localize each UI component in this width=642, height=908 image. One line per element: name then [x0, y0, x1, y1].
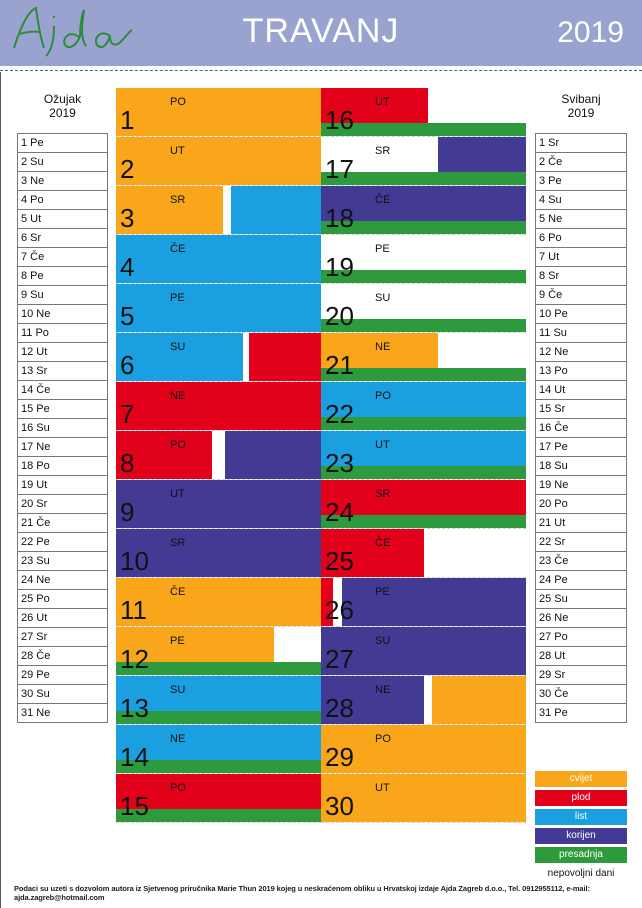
header-divider — [0, 70, 642, 71]
korijen-segment — [116, 480, 321, 528]
day-number: 12 — [120, 644, 149, 674]
prev-month-day-row: 13 Sr — [18, 362, 107, 381]
day-number: 4 — [120, 252, 135, 282]
day-name: NE — [170, 390, 186, 402]
cvijet-segment — [116, 88, 321, 136]
next-month-day-row: 30 Če — [536, 685, 626, 704]
day-number: 7 — [120, 399, 135, 429]
day-name: PO — [170, 439, 186, 451]
day-number: 3 — [120, 203, 135, 233]
day-cell — [321, 627, 526, 676]
next-month-day-row: 31 Pe — [536, 704, 626, 723]
day-name: UT — [170, 145, 185, 157]
prev-month-day-row: 29 Pe — [18, 666, 107, 685]
prev-month-day-row: 6 Sr — [18, 229, 107, 248]
day-name: PO — [375, 733, 391, 745]
day-name: SU — [170, 684, 186, 696]
prev-month-year: 2019 — [49, 106, 76, 120]
prev-month-day-row: 12 Ut — [18, 343, 107, 362]
day-name: ČE — [170, 586, 186, 598]
day-number: 5 — [120, 301, 135, 331]
prev-month-day-list — [17, 133, 108, 723]
next-month-day-row: 17 Pe — [536, 438, 626, 457]
day-cell — [116, 725, 321, 774]
legend-item-plod: plod — [535, 790, 627, 806]
next-month-day-row: 27 Po — [536, 628, 626, 647]
plod-segment — [249, 333, 321, 381]
day-name: ČE — [375, 537, 391, 549]
prev-month-day-row: 26 Ut — [18, 609, 107, 628]
next-month-day-row: 20 Po — [536, 495, 626, 514]
prev-month-day-row: 9 Su — [18, 286, 107, 305]
day-name: SR — [375, 145, 391, 157]
legend-item-list: list — [535, 809, 627, 825]
day-name: ČE — [375, 194, 391, 206]
day-cell — [321, 382, 526, 431]
day-cell — [321, 137, 526, 186]
next-month-day-row: 12 Ne — [536, 343, 626, 362]
year-label: 2019 — [557, 16, 624, 49]
day-cell — [321, 725, 526, 774]
prev-month-day-row: 17 Ne — [18, 438, 107, 457]
next-month-day-row: 3 Pe — [536, 172, 626, 191]
next-month-day-row: 16 Če — [536, 419, 626, 438]
day-name: NE — [375, 684, 391, 696]
prev-month-day-row: 11 Po — [18, 324, 107, 343]
day-number: 20 — [325, 301, 354, 331]
next-month-day-row: 19 Ne — [536, 476, 626, 495]
day-name: SU — [375, 292, 391, 304]
footer-note: Podaci su uzeti s dozvolom autora iz Sjetvenog priručnika Marie Thun 2019 kojeg u neskraćenom obliku u Hrvatskoj izdaje Ajda Zagreb d.o.o., Tel. 0912955112, e-mail: ajda.zagreb@hotmail.com — [14, 884, 590, 902]
korijen-segment — [342, 578, 527, 626]
prev-month-name: Ožujak — [43, 92, 82, 106]
next-month-day-row: 26 Ne — [536, 609, 626, 628]
prev-month-day-row: 2 Su — [18, 153, 107, 172]
day-cell — [321, 578, 526, 627]
day-number: 30 — [325, 791, 354, 821]
prev-month-day-row: 24 Ne — [18, 571, 107, 590]
day-name: SR — [375, 488, 391, 500]
day-cell — [116, 578, 321, 627]
day-number: 11 — [120, 595, 147, 625]
prev-month-day-row: 25 Po — [18, 590, 107, 609]
day-name: PO — [170, 96, 186, 108]
next-month-day-row: 1 Sr — [536, 134, 626, 153]
day-cell — [116, 774, 321, 823]
day-cell — [116, 88, 321, 137]
day-number: 27 — [325, 644, 354, 674]
day-number: 13 — [120, 693, 149, 723]
next-month-day-row: 8 Sr — [536, 267, 626, 286]
day-number: 16 — [325, 105, 354, 135]
plod-segment — [116, 382, 321, 430]
day-number: 2 — [120, 154, 135, 184]
day-name: SR — [170, 194, 186, 206]
day-number: 8 — [120, 448, 135, 478]
month-title: TRAVANJ — [242, 12, 400, 50]
day-cell — [321, 235, 526, 284]
legend-item-none: nepovoljni dani — [535, 866, 627, 882]
day-cell — [321, 186, 526, 235]
day-number: 6 — [120, 350, 135, 380]
header-banner — [0, 0, 642, 66]
prev-month-day-row: 16 Su — [18, 419, 107, 438]
next-month-day-row: 7 Ut — [536, 248, 626, 267]
day-cell — [116, 431, 321, 480]
next-month-day-row: 2 Če — [536, 153, 626, 172]
day-cell — [116, 235, 321, 284]
day-number: 10 — [120, 546, 149, 576]
prev-month-heading — [17, 92, 108, 120]
cvijet-segment — [432, 676, 526, 724]
prev-month-day-row: 1 Pe — [18, 134, 107, 153]
list-segment — [116, 235, 321, 283]
legend-item-presadnja: presadnja — [535, 847, 627, 863]
day-name: PE — [375, 243, 390, 255]
day-number: 24 — [325, 497, 354, 527]
day-number: 9 — [120, 497, 135, 527]
day-name: SR — [170, 537, 186, 549]
next-month-day-row: 18 Su — [536, 457, 626, 476]
next-month-day-row: 4 Su — [536, 191, 626, 210]
day-name: SU — [170, 341, 186, 353]
prev-month-day-row: 20 Sr — [18, 495, 107, 514]
day-cell — [321, 284, 526, 333]
day-cell — [321, 529, 526, 578]
prev-month-day-row: 10 Ne — [18, 305, 107, 324]
next-month-day-row: 6 Po — [536, 229, 626, 248]
day-cell — [321, 88, 526, 137]
cvijet-segment — [116, 137, 321, 185]
korijen-segment — [225, 431, 321, 479]
day-number: 22 — [325, 399, 354, 429]
next-month-day-row: 11 Su — [536, 324, 626, 343]
next-month-day-row: 10 Pe — [536, 305, 626, 324]
prev-month-day-row: 31 Ne — [18, 704, 107, 723]
next-month-day-row: 5 Ne — [536, 210, 626, 229]
day-cell — [116, 529, 321, 578]
day-number: 15 — [120, 791, 149, 821]
day-cell — [116, 627, 321, 676]
legend — [535, 771, 627, 885]
prev-month-day-row: 23 Su — [18, 552, 107, 571]
day-name: PO — [375, 390, 391, 402]
next-month-day-row: 28 Ut — [536, 647, 626, 666]
day-cell — [321, 333, 526, 382]
prev-month-day-row: 14 Če — [18, 381, 107, 400]
day-number: 18 — [325, 203, 354, 233]
day-number: 28 — [325, 693, 354, 723]
day-name: PE — [170, 635, 185, 647]
day-name: PO — [170, 782, 186, 794]
prev-month-day-row: 27 Sr — [18, 628, 107, 647]
next-month-name: Svibanj — [561, 92, 601, 106]
next-month-day-row: 23 Če — [536, 552, 626, 571]
next-month-day-row: 21 Ut — [536, 514, 626, 533]
next-month-heading — [535, 92, 627, 120]
day-name: UT — [375, 96, 390, 108]
day-cell — [116, 333, 321, 382]
next-month-day-row: 9 Če — [536, 286, 626, 305]
korijen-segment — [438, 137, 526, 172]
day-name: NE — [375, 341, 391, 353]
next-month-day-list — [535, 133, 627, 723]
day-name: UT — [375, 782, 390, 794]
day-name: UT — [375, 439, 390, 451]
prev-month-day-row: 5 Ut — [18, 210, 107, 229]
day-number: 14 — [120, 742, 149, 772]
next-month-day-row: 24 Pe — [536, 571, 626, 590]
day-cell — [116, 480, 321, 529]
day-number: 23 — [325, 448, 354, 478]
left-border — [0, 72, 1, 908]
legend-item-cvijet: cvijet — [535, 771, 627, 787]
day-number: 19 — [325, 252, 354, 282]
prev-month-day-row: 8 Pe — [18, 267, 107, 286]
day-name: PE — [170, 292, 185, 304]
day-number: 29 — [325, 742, 354, 772]
day-number: 1 — [120, 105, 135, 135]
prev-month-day-row: 4 Po — [18, 191, 107, 210]
day-cell — [116, 186, 321, 235]
list-segment — [231, 186, 321, 234]
next-month-year: 2019 — [567, 106, 595, 120]
day-number: 17 — [325, 154, 354, 184]
next-month-day-row: 14 Ut — [536, 381, 626, 400]
next-month-day-row: 13 Po — [536, 362, 626, 381]
day-cell — [321, 480, 526, 529]
day-name: SU — [375, 635, 391, 647]
day-cell — [116, 284, 321, 333]
prev-month-day-row: 19 Ut — [18, 476, 107, 495]
day-name: PE — [375, 586, 390, 598]
prev-month-day-row: 15 Pe — [18, 400, 107, 419]
day-cell — [116, 382, 321, 431]
list-segment — [116, 284, 321, 332]
prev-month-day-row: 21 Če — [18, 514, 107, 533]
day-number: 21 — [325, 350, 354, 380]
prev-month-day-row: 7 Če — [18, 248, 107, 267]
next-month-day-row: 25 Su — [536, 590, 626, 609]
prev-month-day-row: 3 Ne — [18, 172, 107, 191]
day-cell — [321, 774, 526, 823]
day-cell — [116, 137, 321, 186]
next-month-day-row: 22 Sr — [536, 533, 626, 552]
next-month-day-row: 15 Sr — [536, 400, 626, 419]
prev-month-day-row: 18 Po — [18, 457, 107, 476]
prev-month-day-row: 22 Pe — [18, 533, 107, 552]
next-month-day-row: 29 Sr — [536, 666, 626, 685]
day-name: UT — [170, 488, 185, 500]
prev-month-day-row: 28 Če — [18, 647, 107, 666]
day-cell — [321, 676, 526, 725]
prev-month-day-row: 30 Su — [18, 685, 107, 704]
day-number: 26 — [325, 595, 354, 625]
day-cell — [116, 676, 321, 725]
day-name: ČE — [170, 243, 186, 255]
legend-item-korijen: korijen — [535, 828, 627, 844]
day-cell — [321, 431, 526, 480]
day-number: 25 — [325, 546, 354, 576]
day-name: NE — [170, 733, 186, 745]
